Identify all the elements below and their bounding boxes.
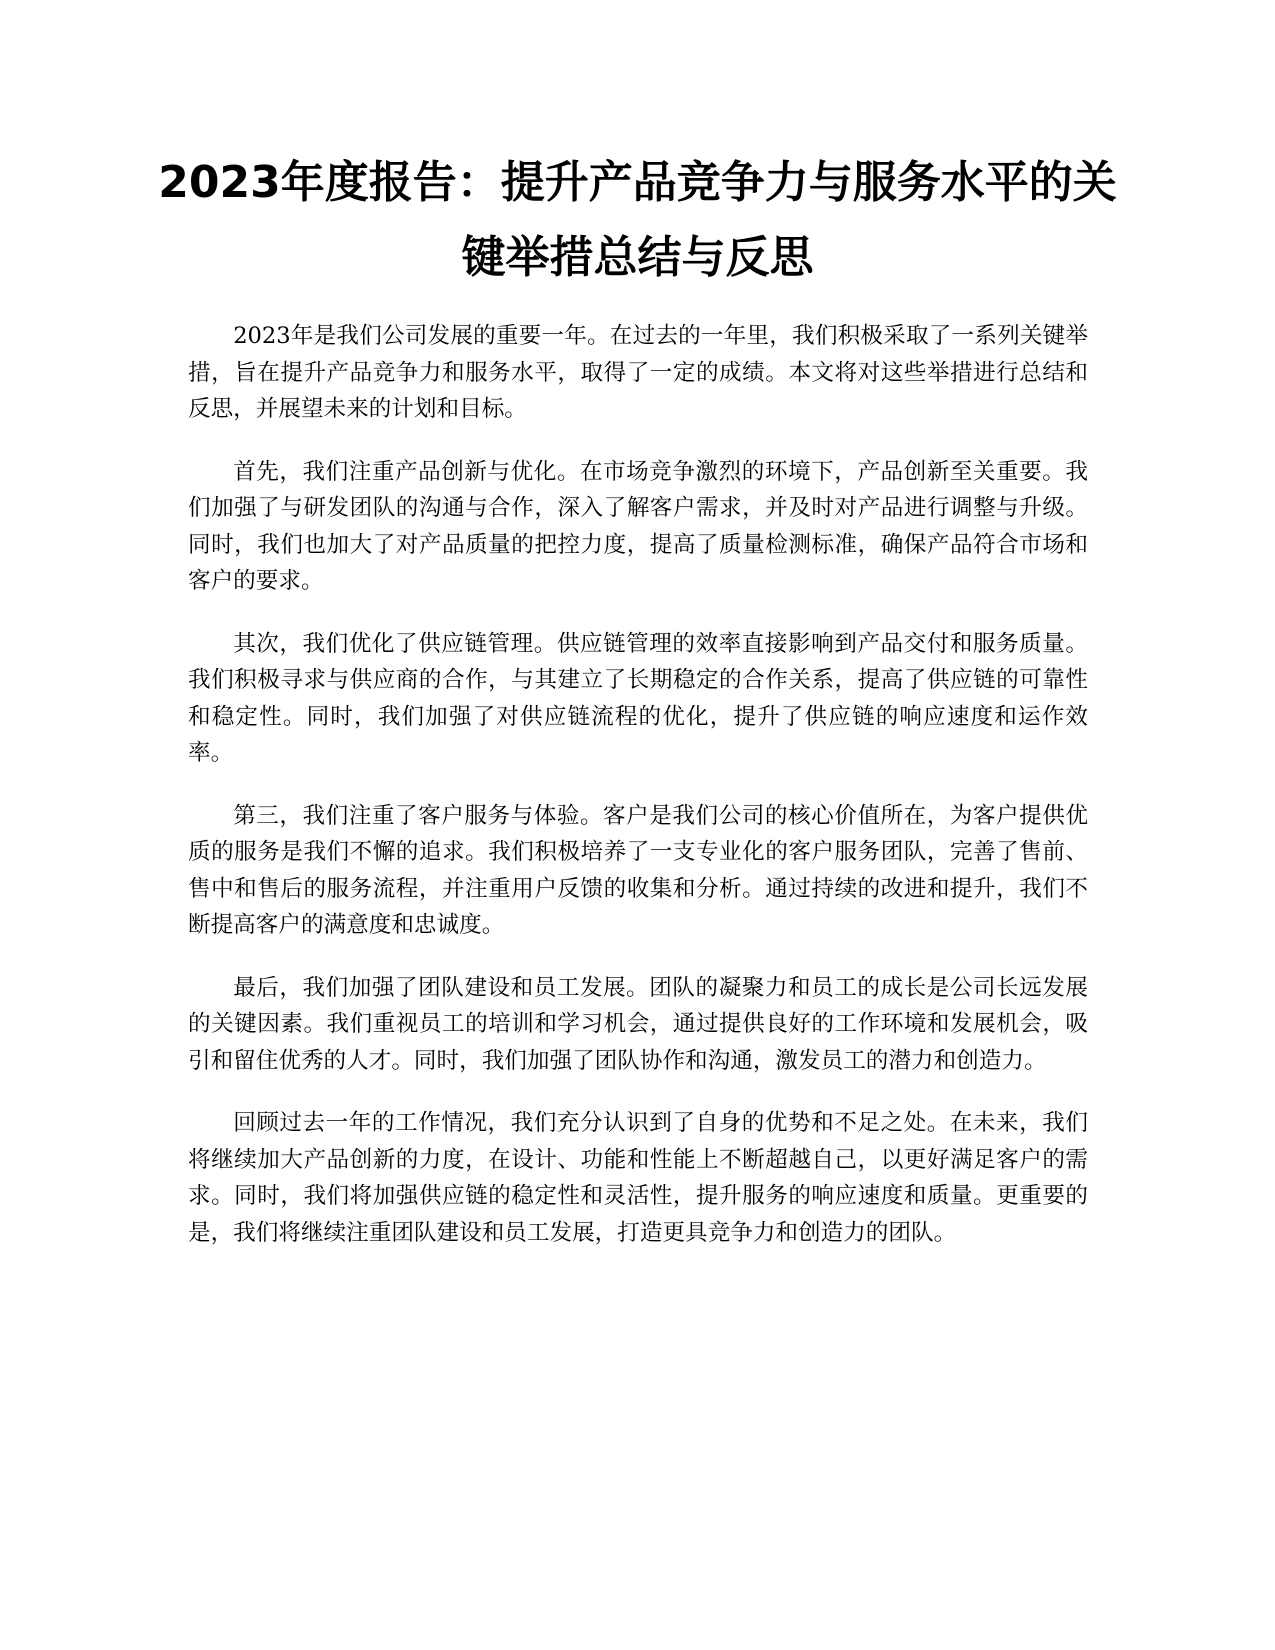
paragraph-review-outlook: 回顾过去一年的工作情况，我们充分认识到了自身的优势和不足之处。在未来，我们将继续加大产品创新的力度，在设计、功能和性能上不断超越自己，以更好满足客户的需求。同时，我们将加强供应链的稳定性和灵活性，提升服务的响应速度和质量。更重要的是，我们将继续注重团队建设和员工发展，打造更具竞争力和创造力的团队。: [188, 1110, 1088, 1246]
paragraph-intro: 2023年是我们公司发展的重要一年。在过去的一年里，我们积极采取了一系列关键举措，旨在提升产品竞争力和服务水平，取得了一定的成绩。本文将对这些举措进行总结和反思，并展望未来的计划和目标。: [188, 323, 1088, 422]
document-body: [188, 318, 1088, 1277]
paragraph-supply-chain: 其次，我们优化了供应链管理。供应链管理的效率直接影响到产品交付和服务质量。我们积极寻求与供应商的合作，与其建立了长期稳定的合作关系，提高了供应链的可靠性和稳定性。同时，我们加强了对供应链流程的优化，提升了供应链的响应速度和运作效率。: [188, 630, 1088, 766]
paragraph-customer-service: 第三，我们注重了客户服务与体验。客户是我们公司的核心价值所在，为客户提供优质的服务是我们不懈的追求。我们积极培养了一支专业化的客户服务团队，完善了售前、售中和售后的服务流程，并注重用户反馈的收集和分析。通过持续的改进和提升，我们不断提高客户的满意度和忠诚度。: [188, 802, 1088, 938]
document-title: 2023年度报告：提升产品竞争力与服务水平的关键举措总结与反思: [158, 157, 1117, 283]
paragraph-product-innovation: 首先，我们注重产品创新与优化。在市场竞争激烈的环境下，产品创新至关重要。我们加强了与研发团队的沟通与合作，深入了解客户需求，并及时对产品进行调整与升级。同时，我们也加大了对产品质量的把控力度，提高了质量检测标准，确保产品符合市场和客户的要求。: [188, 458, 1088, 594]
paragraph-team-building: 最后，我们加强了团队建设和员工发展。团队的凝聚力和员工的成长是公司长远发展的关键因素。我们重视员工的培训和学习机会，通过提供良好的工作环境和发展机会，吸引和留住优秀的人才。同时，我们加强了团队协作和沟通，激发员工的潜力和创造力。: [188, 974, 1088, 1074]
